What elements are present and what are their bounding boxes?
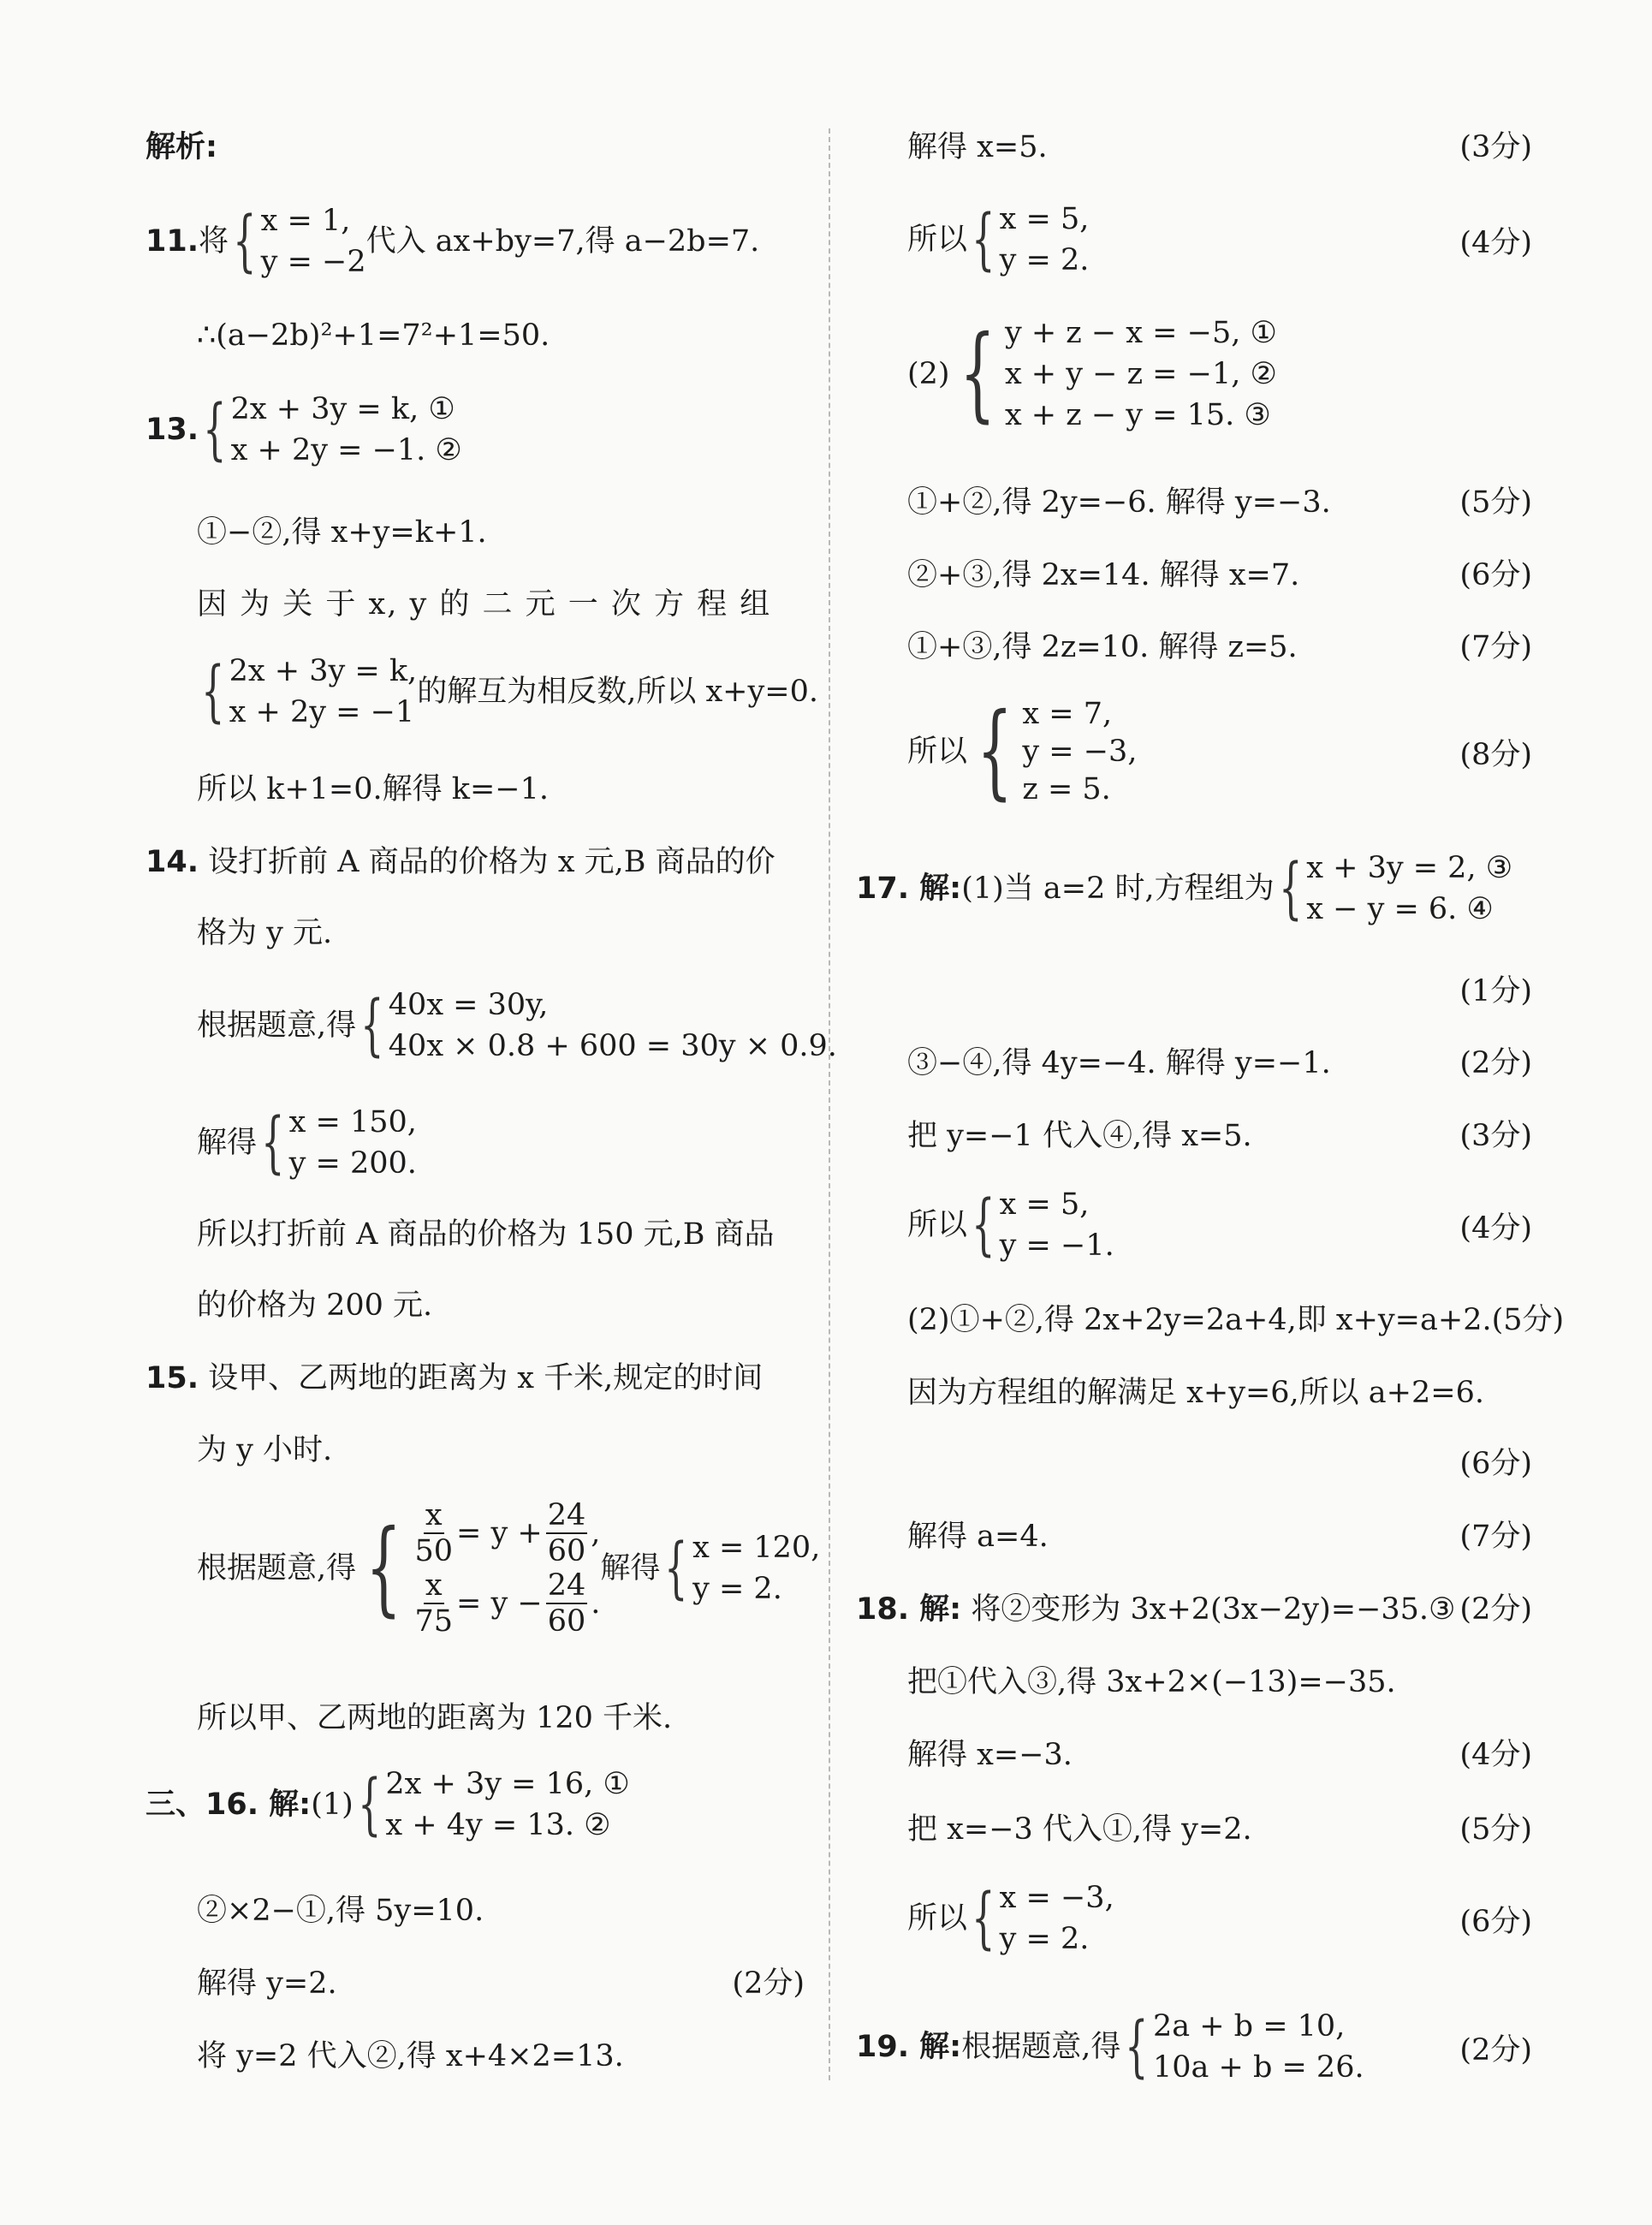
r2 — [907, 199, 1532, 281]
text: 根据题意,得 — [961, 2030, 1121, 2064]
analysis-heading: 解析: — [146, 130, 217, 164]
q17-line-3 — [907, 1117, 1532, 1155]
score: (2分) — [1459, 1592, 1532, 1627]
text-line: 所以打折前 A 商品的价格为 150 元,B 商品 — [197, 1217, 775, 1252]
score: (7分) — [1459, 630, 1532, 664]
equation: x = 7, — [1022, 697, 1113, 731]
text: 所以 — [907, 1901, 968, 1936]
text: 设打折前 A 商品的价格为 x 元,B 商品的价 — [208, 845, 775, 879]
text: 将 — [199, 224, 229, 259]
equation: y = −2 — [260, 245, 366, 279]
equation: 40x × 0.8 + 600 = 30y × 0.9. — [388, 1029, 837, 1063]
score: (3分) — [1459, 1119, 1532, 1153]
equation-system: { x = 7, y = −3, z = 5. — [977, 692, 1138, 811]
r6 — [907, 628, 1532, 666]
r5 — [907, 556, 1532, 594]
equation-system: { 2a + b = 10, 10a + b = 26. — [1120, 2006, 1364, 2088]
text: 把 y=−1 代入④,得 x=5. — [907, 1119, 1252, 1153]
equation: x = 1, — [260, 204, 351, 238]
text-line: 的价格为 200 元. — [197, 1288, 433, 1323]
fraction-equation: $\frac{x}{50}$ = y + $\frac{24}{60}$ , — [414, 1498, 601, 1568]
question-13 — [146, 389, 805, 471]
equation-system: { 2x + 3y = k, x + 2y = −1 — [197, 651, 417, 733]
question-15 — [146, 1359, 805, 1397]
text: 根据题意,得 — [197, 1551, 357, 1585]
question-17 — [856, 848, 1532, 930]
text: 的解互为相反数,所以 x+y=0. — [417, 675, 818, 709]
question-number: 13. — [146, 413, 199, 447]
text: 解得 x=−3. — [907, 1738, 1073, 1772]
equation: 2a + b = 10, — [1152, 2009, 1346, 2044]
question-11 — [146, 200, 805, 283]
text: 把 x=−3 代入①,得 y=2. — [907, 1812, 1252, 1847]
text: 根据题意,得 — [197, 1008, 357, 1043]
score: (4分) — [1459, 1738, 1532, 1772]
text: 设甲、乙两地的距离为 x 千米,规定的时间 — [208, 1361, 764, 1395]
score: (6分) — [1459, 558, 1532, 592]
text: 所以 — [907, 223, 968, 257]
equation-system: { 40x = 30y, 40x × 0.8 + 600 = 30y × 0.9. — [356, 985, 837, 1067]
text: ①+③,得 2z=10. 解得 z=5. — [907, 630, 1298, 664]
q18-line-5 — [907, 1877, 1532, 1960]
score: (1分) — [1459, 974, 1532, 1008]
score: (2分) — [1459, 1046, 1532, 1080]
text-line: 所以甲、乙两地的距离为 120 千米. — [197, 1701, 673, 1735]
text-line: 所以 k+1=0.解得 k=−1. — [197, 772, 550, 806]
question-number: 18. 解: — [856, 1592, 962, 1627]
score: (2分) — [1459, 2033, 1532, 2067]
question-number: 17. 解: — [856, 872, 962, 906]
equation: z = 5. — [1022, 772, 1111, 806]
text: (1)当 a=2 时,方程组为 — [961, 872, 1275, 906]
score: (5分) — [1459, 1812, 1532, 1847]
text-line: ②×2−①,得 5y=10. — [197, 1894, 484, 1928]
equation: y = 200. — [288, 1146, 417, 1181]
q11-result: ∴(a−2b)²+1=7²+1=50. — [197, 318, 550, 353]
q13-system-line — [197, 651, 818, 733]
equation: x = −3, — [999, 1881, 1114, 1915]
text: (1) — [311, 1788, 354, 1822]
equation-system: { 2x + 3y = 16, ① x + 4y = 13. ② — [354, 1764, 630, 1846]
equation-system: { x = 1, y = −2 — [229, 200, 366, 283]
equation: x + 2y = −1. ② — [230, 433, 462, 467]
equation-system: { x = 120, y = 2. — [660, 1527, 820, 1609]
score: (3分) — [1459, 130, 1532, 164]
text: 解得 x=5. — [907, 130, 1048, 164]
question-number: 15. — [146, 1361, 199, 1395]
equation: 2x + 3y = k, ① — [230, 392, 455, 426]
equation: x + 2y = −1 — [229, 695, 415, 729]
question-number: 19. 解: — [856, 2030, 962, 2064]
question-number: 三、16. 解: — [146, 1788, 312, 1822]
equation: y = −1. — [999, 1229, 1114, 1263]
q17-line-2 — [907, 1044, 1532, 1082]
equation-system: { x + 3y = 2, ③ x − y = 6. ④ — [1275, 848, 1512, 930]
text: 解得 — [600, 1551, 661, 1585]
equation: x = 5, — [999, 1187, 1090, 1222]
q17-line-4 — [907, 1184, 1532, 1266]
text-line: 格为 y 元. — [197, 916, 333, 950]
equation: 40x = 30y, — [388, 988, 549, 1022]
score: (5分) — [1459, 485, 1532, 520]
r3 — [907, 312, 1532, 436]
equation: x = 150, — [288, 1105, 417, 1139]
score: (8分) — [1459, 738, 1532, 772]
equation: 10a + b = 26. — [1152, 2050, 1364, 2085]
text-line: (2)①+②,得 2x+2y=2a+4,即 x+y=a+2.(5分) — [907, 1303, 1565, 1337]
r7 — [907, 692, 1532, 811]
score: (6分) — [1459, 1447, 1532, 1481]
text: ③−④,得 4y=−4. 解得 y=−1. — [907, 1046, 1331, 1080]
text: 代入 ax+by=7,得 a−2b=7. — [365, 224, 760, 259]
question-14 — [146, 843, 805, 881]
equation: x + 4y = 13. ② — [385, 1808, 611, 1842]
equation-system: { x = 5, y = −1. — [967, 1184, 1114, 1266]
q14-system — [197, 985, 837, 1067]
text: 所以 — [907, 735, 968, 769]
question-number: 14. — [146, 845, 199, 879]
fraction-equation: $\frac{x}{75}$ = y − $\frac{24}{60}$ . — [414, 1568, 601, 1639]
text: 将②变形为 3x+2(3x−2y)=−35.③ — [971, 1592, 1456, 1627]
equation: y = −3, — [1022, 735, 1138, 769]
equation-system: { y + z − x = −5, ① x + y − z = −1, ② x + z − y = 15. ③ — [950, 312, 1277, 436]
equation: x + y − z = −1, ② — [1004, 357, 1277, 391]
text: ①+②,得 2y=−6. 解得 y=−3. — [907, 485, 1331, 520]
r4 — [907, 484, 1532, 521]
equation: y = 2. — [999, 243, 1090, 277]
text: 解得 a=4. — [907, 1520, 1049, 1554]
score: (2分) — [732, 1966, 805, 2001]
equation: x = 120, — [692, 1531, 821, 1565]
q16-line — [197, 1965, 805, 2002]
equation: y = 2. — [692, 1572, 782, 1606]
question-16 — [146, 1764, 805, 1846]
equation: x − y = 6. ④ — [1306, 892, 1494, 926]
text-line: 因 为 关 于 x, y 的 二 元 一 次 方 程 组 — [197, 587, 772, 622]
equation: x = 5, — [999, 202, 1090, 236]
equation-system: { x = 5, y = 2. — [967, 199, 1089, 281]
text-line: 因为方程组的解满足 x+y=6,所以 a+2=6. — [907, 1376, 1484, 1410]
equation: 2x + 3y = 16, ① — [385, 1767, 630, 1801]
question-18 — [856, 1591, 1532, 1628]
score: (4分) — [1459, 226, 1532, 260]
text-line: 将 y=2 代入②,得 x+4×2=13. — [197, 2039, 624, 2073]
text-line: 为 y 小时. — [197, 1433, 333, 1467]
column-divider — [829, 128, 830, 2080]
r1 — [907, 128, 1532, 166]
q14-solution — [197, 1102, 805, 1184]
score: (7分) — [1459, 1520, 1532, 1554]
question-number: 11. — [146, 224, 199, 259]
equation-system: { $\frac{x}{50}$ = y + $\frac{24}{60}$ , $\frac{x}{75}$ = y − $\frac{24}{60}$ . — [365, 1498, 601, 1639]
equation: x + z − y = 15. ③ — [1004, 398, 1271, 432]
question-19 — [856, 2006, 1532, 2088]
equation-system: { x = −3, y = 2. — [967, 1877, 1114, 1960]
q17-line-7 — [907, 1518, 1532, 1556]
score: (4分) — [1459, 1211, 1532, 1246]
text-line: ①−②,得 x+y=k+1. — [197, 515, 487, 550]
equation: 2x + 3y = k, — [229, 654, 418, 688]
text: (2) — [907, 357, 950, 391]
text: 解得 — [197, 1126, 258, 1160]
q18-line-4 — [907, 1811, 1532, 1848]
q15-system — [197, 1498, 821, 1639]
score: (6分) — [1459, 1905, 1532, 1939]
text: 解得 y=2. — [197, 1966, 337, 2001]
equation-system: { 2x + 3y = k, ① x + 2y = −1. ② — [199, 389, 462, 471]
equation-system: { x = 150, y = 200. — [257, 1102, 417, 1184]
q18-line-3 — [907, 1736, 1532, 1774]
text: 所以 — [907, 1208, 968, 1242]
text-line: 把①代入③,得 3x+2×(−13)=−35. — [907, 1665, 1396, 1699]
equation: y + z − x = −5, ① — [1004, 316, 1277, 350]
equation: y = 2. — [999, 1922, 1090, 1956]
equation: x + 3y = 2, ③ — [1306, 851, 1513, 885]
text: ②+③,得 2x=14. 解得 x=7. — [907, 558, 1300, 592]
